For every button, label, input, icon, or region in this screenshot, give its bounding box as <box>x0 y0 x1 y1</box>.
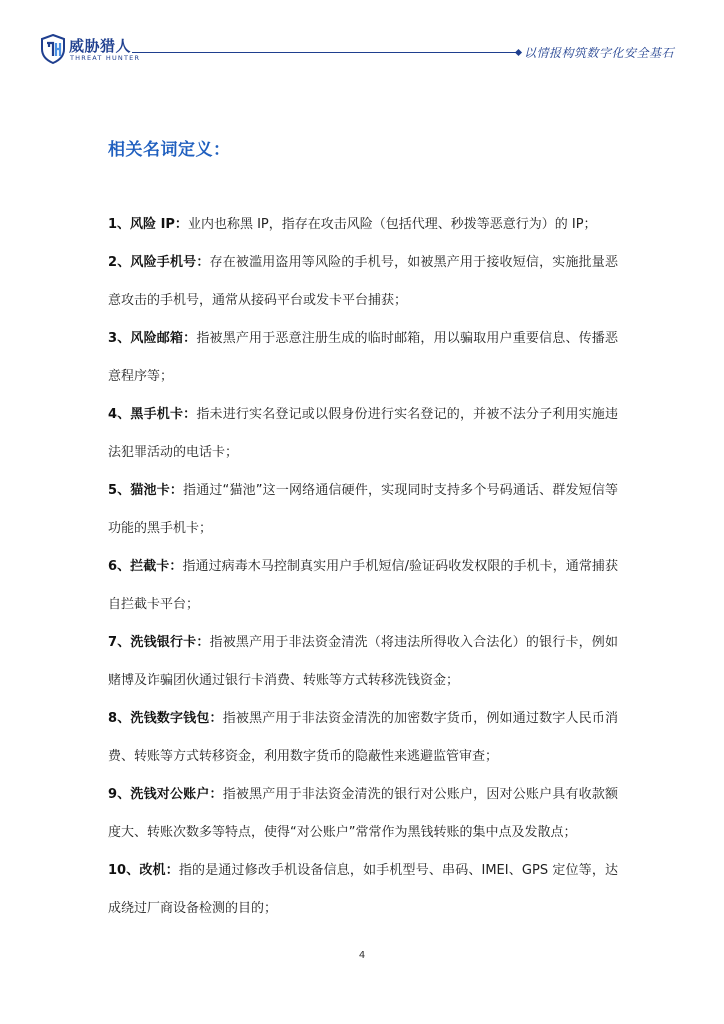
term-description: 指的是通过修改手机设备信息，如手机型号、串码、IMEI、GPS 定位等，达成绕过厂商设备检测的目的； <box>108 863 619 916</box>
term-description: 指被黑产用于非法资金清洗的银行对公账户，因对公账户具有收款额度大、转账次数多等特点，使得“对公账户”常常作为黑钱转账的集中点及发散点； <box>108 787 618 840</box>
term-description: 指未进行实名登记或以假身份进行实名登记的，并被不法分子利用实施违法犯罪活动的电话卡； <box>108 407 618 460</box>
threat-hunter-logo <box>40 34 140 68</box>
header-slogan: 以情报构筑数字化安全基石 <box>523 46 674 60</box>
term-label: 4、黑手机卡： <box>108 407 197 422</box>
page-number: 4 <box>358 950 366 961</box>
term-item-risk-phone <box>108 244 618 320</box>
term-description: 指被黑产用于非法资金清洗的加密数字货币，例如通过数字人民币消费、转账等方式转移资金，利用数字货币的隐蔽性来逃避监管审查； <box>108 711 618 764</box>
term-label: 10、改机： <box>108 863 179 878</box>
page-header <box>0 0 724 70</box>
term-item-risk-email <box>108 320 618 396</box>
term-description: 业内也称黑 IP，指存在攻击风险（包括代理、秒拨等恶意行为）的 IP； <box>187 217 597 232</box>
term-item-intercept-card <box>108 548 618 624</box>
header-divider-diamond <box>515 49 522 56</box>
term-label: 6、拦截卡： <box>108 559 183 574</box>
term-description: 指被黑产用于非法资金清洗（将违法所得收入合法化）的银行卡，例如赌博及诈骗团伙通过银行卡消费、转账等方式转移洗钱资金； <box>108 635 618 688</box>
term-description: 存在被滥用盗用等风险的手机号，如被黑产用于接收短信，实施批量恶意攻击的手机号，通常从接码平台或发卡平台捕获； <box>108 255 618 308</box>
term-item-device-modification <box>108 852 618 928</box>
term-item-black-sim <box>108 396 618 472</box>
term-label: 3、风险邮箱： <box>108 331 197 346</box>
term-description: 指通过病毒木马控制真实用户手机短信/验证码收发权限的手机卡，通常捕获自拦截卡平台； <box>108 559 619 612</box>
term-description: 指通过“猫池”这一网络通信硬件，实现同时支持多个号码通话、群发短信等功能的黑手机卡； <box>108 483 618 536</box>
term-item-laundering-bank-card <box>108 624 618 700</box>
term-item-laundering-wallet <box>108 700 618 776</box>
logo-chinese-text: 威胁猎人 <box>69 37 132 55</box>
term-description: 指被黑产用于恶意注册生成的临时邮箱，用以骗取用户重要信息、传播恶意程序等； <box>108 331 618 384</box>
section-title: 相关名词定义： <box>108 140 231 160</box>
term-label: 1、风险 IP： <box>108 217 188 232</box>
logo-english-text: THREAT HUNTER <box>70 54 141 62</box>
header-divider-line <box>132 52 518 53</box>
term-item-laundering-corporate-account <box>108 776 618 852</box>
term-definition-list <box>108 206 618 928</box>
term-item-risk-ip <box>108 206 618 244</box>
term-label: 8、洗钱数字钱包： <box>108 711 223 726</box>
term-label: 9、洗钱对公账户： <box>108 787 223 802</box>
term-label: 7、洗钱银行卡： <box>108 635 210 650</box>
shield-logo-icon <box>40 34 66 64</box>
term-item-cat-pool-card <box>108 472 618 548</box>
term-label: 5、猫池卡： <box>108 483 184 498</box>
term-label: 2、风险手机号： <box>108 255 210 270</box>
